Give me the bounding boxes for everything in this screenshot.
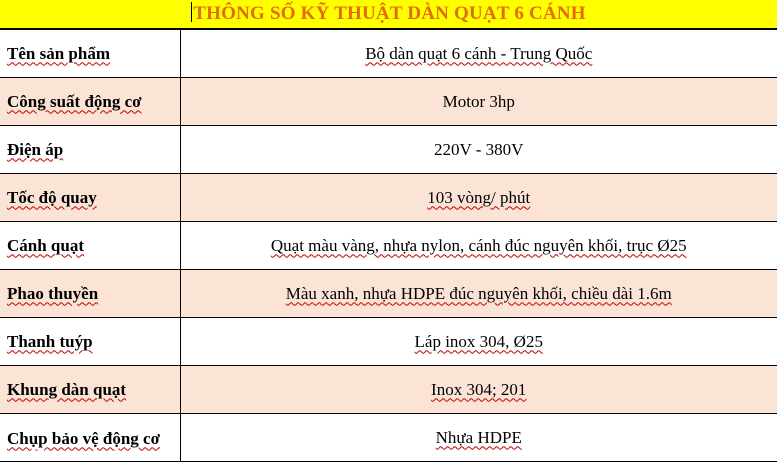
table-title-bar <box>0 0 777 29</box>
table-row <box>0 126 777 174</box>
spec-label-float: Phao thuyền <box>0 270 180 318</box>
spec-label-motor-power: Công suất động cơ <box>0 78 180 126</box>
table-row <box>0 318 777 366</box>
table-row <box>0 222 777 270</box>
spec-value-float: Màu xanh, nhựa HDPE đúc nguyên khối, chiều dài 1.6m <box>180 270 777 318</box>
table-row <box>0 414 777 462</box>
spec-value-shaft: Láp inox 304, Ø25 <box>180 318 777 366</box>
table-title: THÔNG SỐ KỸ THUẬT DÀN QUẠT 6 CÁNH <box>193 3 586 24</box>
spec-value-fan-blade: Quạt màu vàng, nhựa nylon, cánh đúc nguyên khối, trục Ø25 <box>180 222 777 270</box>
spec-label-frame: Khung dàn quạt <box>0 366 180 414</box>
spec-value-motor-power: Motor 3hp <box>180 78 777 126</box>
table-row <box>0 30 777 78</box>
spec-value-voltage: 220V - 380V <box>180 126 777 174</box>
table-row <box>0 270 777 318</box>
table-row <box>0 174 777 222</box>
spec-value-product-name: Bộ dàn quạt 6 cánh - Trung Quốc <box>180 30 777 78</box>
spec-label-shaft: Thanh tuýp <box>0 318 180 366</box>
spec-label-rotation-speed: Tốc độ quay <box>0 174 180 222</box>
spec-value-rotation-speed: 103 vòng/ phút <box>180 174 777 222</box>
spec-label-motor-cover: Chụp bảo vệ động cơ <box>0 414 180 462</box>
spec-label-product-name: Tên sản phẩm <box>0 30 180 78</box>
spec-label-fan-blade: Cánh quạt <box>0 222 180 270</box>
spec-table <box>0 29 777 462</box>
spec-value-frame: Inox 304; 201 <box>180 366 777 414</box>
spec-value-motor-cover: Nhựa HDPE <box>180 414 777 462</box>
table-row <box>0 78 777 126</box>
spec-label-voltage: Điện áp <box>0 126 180 174</box>
table-row <box>0 366 777 414</box>
